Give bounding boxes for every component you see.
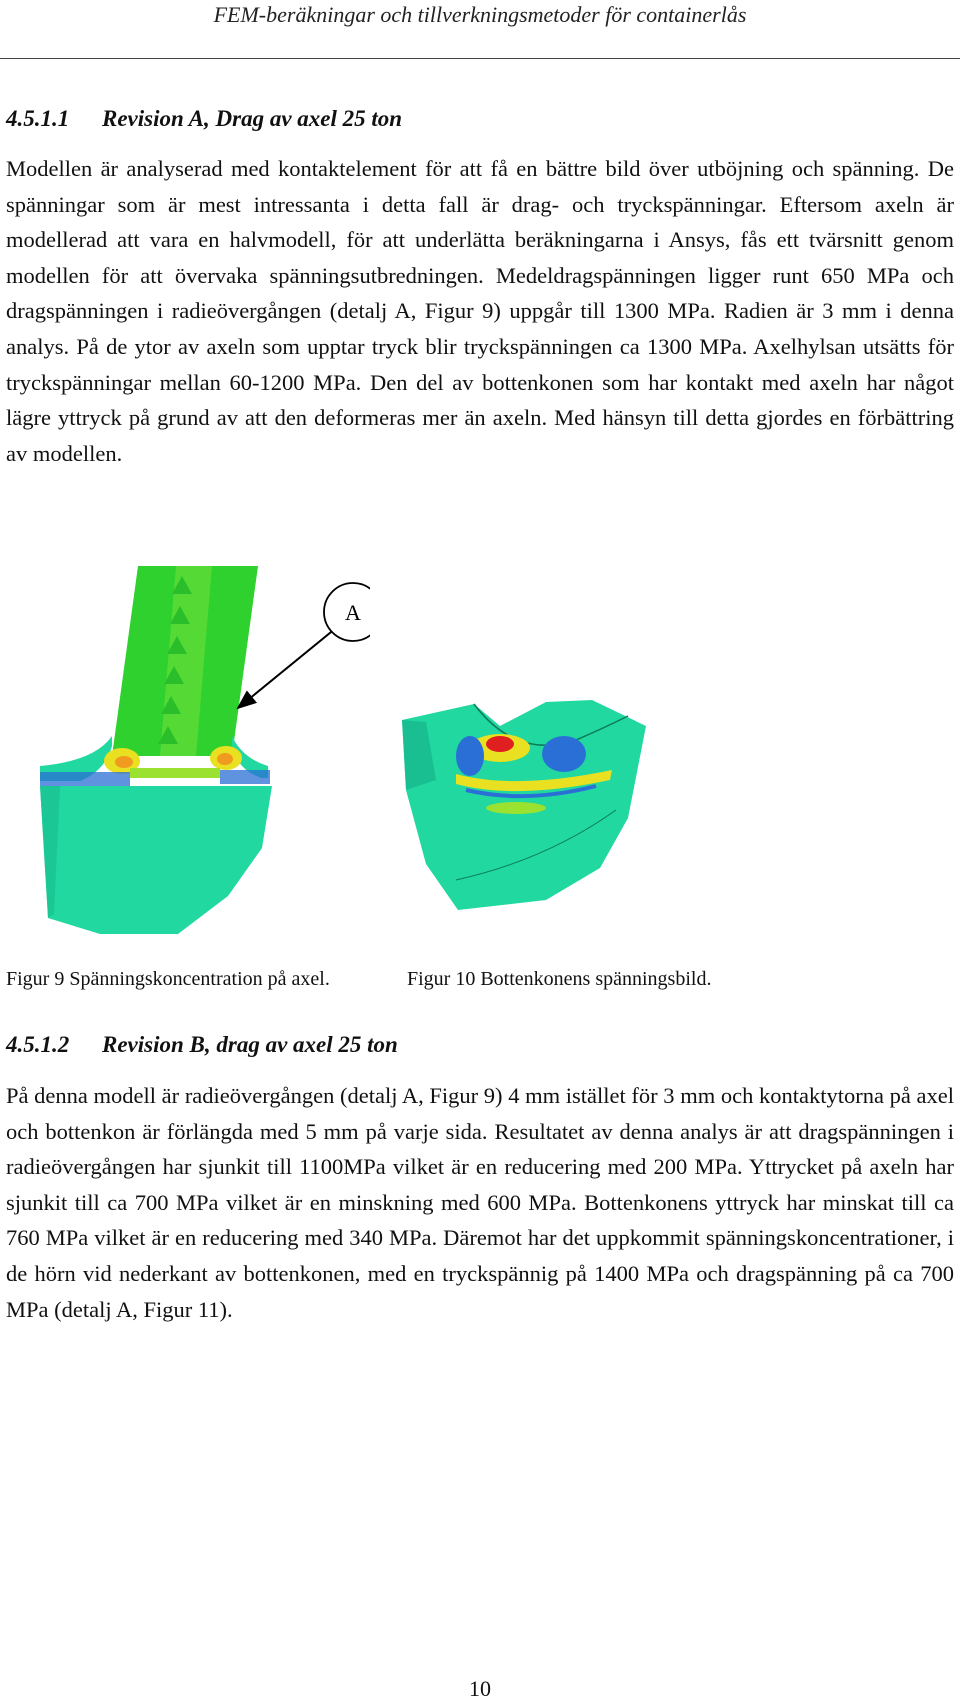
running-header: FEM-beräkningar och tillverkningsmetoder för containerlås [213,2,747,27]
callout-arrow [238,628,336,708]
section-heading-b [6,1032,398,1058]
section-title-a: Revision A, Drag av axel 25 ton [102,106,403,131]
section-number-b: 4.5.1.2 [6,1032,70,1057]
figure-9-axle-stress [0,566,370,946]
header-rule [0,58,960,59]
section-heading-a [6,106,402,132]
figure-10-caption: Figur 10 Bottenkonens spänningsbild. [407,968,712,990]
section-b-paragraph: På denna modell är radieövergången (detalj A, Figur 9) 4 mm istället för 3 mm och kontaktytorna på axel och bottenkon är förlängda med 5 mm på varje sida. Resultatet av denna analys är att dragspänningen i radieövergången har sjunkit till 1100MPa vilket är en reducering med 200 MPa. Yttrycket på axeln har sjunkit till ca 700 MPa vilket är en minskning med 600 MPa. Bottenkonens yttryck har minskat till ca 760 MPa vilket är en reducering med 340 MPa. Däremot har det uppkommit spänningskoncentrationer, i de hörn vid nederkant av bottenkonen, med en tryckspännig på 1400 MPa och dragspänning på ca 700 MPa (detalj A, Figur 11). [6,1083,954,1322]
callout-label-a: A [345,600,361,625]
page-number: 10 [469,1676,491,1701]
section-number-a: 4.5.1.1 [6,106,70,131]
figure-10-cone-stress [396,700,730,944]
section-a-paragraph: Modellen är analyserad med kontaktelement för att få en bättre bild över utböjning och spänning. De spänningar som är mest intressanta i detta fall är drag- och tryckspänningar. Eftersom axeln är modellerad att vara en halvmodell, för att underlätta beräkningarna i Ansys, fås ett tvärsnitt genom modellen för att övervaka spänningsutbredningen. Medeldragspänningen ligger runt 650 MPa och dragspänningen i radieövergången (detalj A, Figur 9) uppgår till 1300 MPa. Radien är 3 mm i denna analys. På de ytor av axeln som upptar tryck blir tryckspänningen ca 1300 MPa. Axelhylsan utsätts för tryckspänningar mellan 60-1200 MPa. Den del av bottenkonen som har kontakt med axeln har något lägre yttryck på grund av att den deformeras mer än axeln. Med hänsyn till detta gjordes en förbättring av modellen. [6,156,954,466]
axle-cone [40,786,272,934]
axle-shaft [112,566,258,756]
figure-9-caption: Figur 9 Spänningskoncentration på axel. [6,968,330,990]
section-title-b: Revision B, drag av axel 25 ton [102,1032,398,1057]
